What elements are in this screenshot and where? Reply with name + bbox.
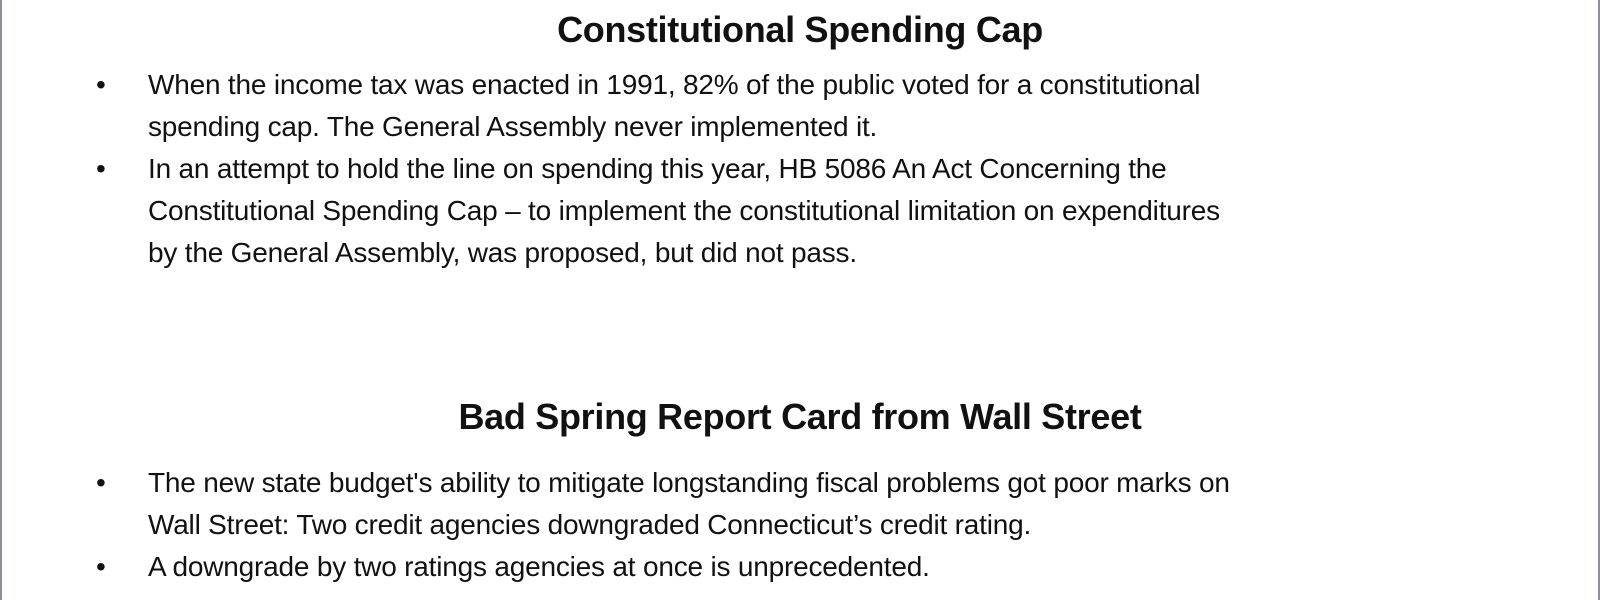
bullet-text-line: In an attempt to hold the line on spending this year, HB 5086 An Act Concerning the [148, 153, 1167, 184]
section-heading-bad-spring-report-card: Bad Spring Report Card from Wall Street [458, 395, 1142, 437]
bullet-text-line: A downgrade by two ratings agencies at once is unprecedented. [148, 551, 930, 582]
list-item [0, 546, 1600, 588]
bullet-text-line: spending cap. The General Assembly never implemented it. [148, 111, 878, 142]
bullet-text-line: Wall Street: Two credit agencies downgraded Connecticut’s credit rating. [148, 509, 1032, 540]
bullet-text-line: by the General Assembly, was proposed, but did not pass. [148, 237, 857, 268]
bullet-icon: • [96, 467, 106, 498]
list-item [0, 64, 1600, 148]
list-item [0, 148, 1600, 274]
bullet-list-spending-cap [0, 64, 1600, 274]
section-heading-constitutional-spending-cap: Constitutional Spending Cap [557, 8, 1043, 50]
list-item [0, 462, 1600, 546]
bullet-text-line: When the income tax was enacted in 1991, 82% of the public voted for a constitutional [148, 69, 1201, 100]
bullet-text-line: Constitutional Spending Cap – to implement the constitutional limitation on expenditures [148, 195, 1220, 226]
bullet-icon: • [96, 69, 106, 100]
bullet-list-wall-street [0, 462, 1600, 588]
bullet-icon: • [96, 153, 106, 184]
bullet-text-line: The new state budget's ability to mitigate longstanding fiscal problems got poor marks on [148, 467, 1230, 498]
bullet-icon: • [96, 551, 106, 582]
